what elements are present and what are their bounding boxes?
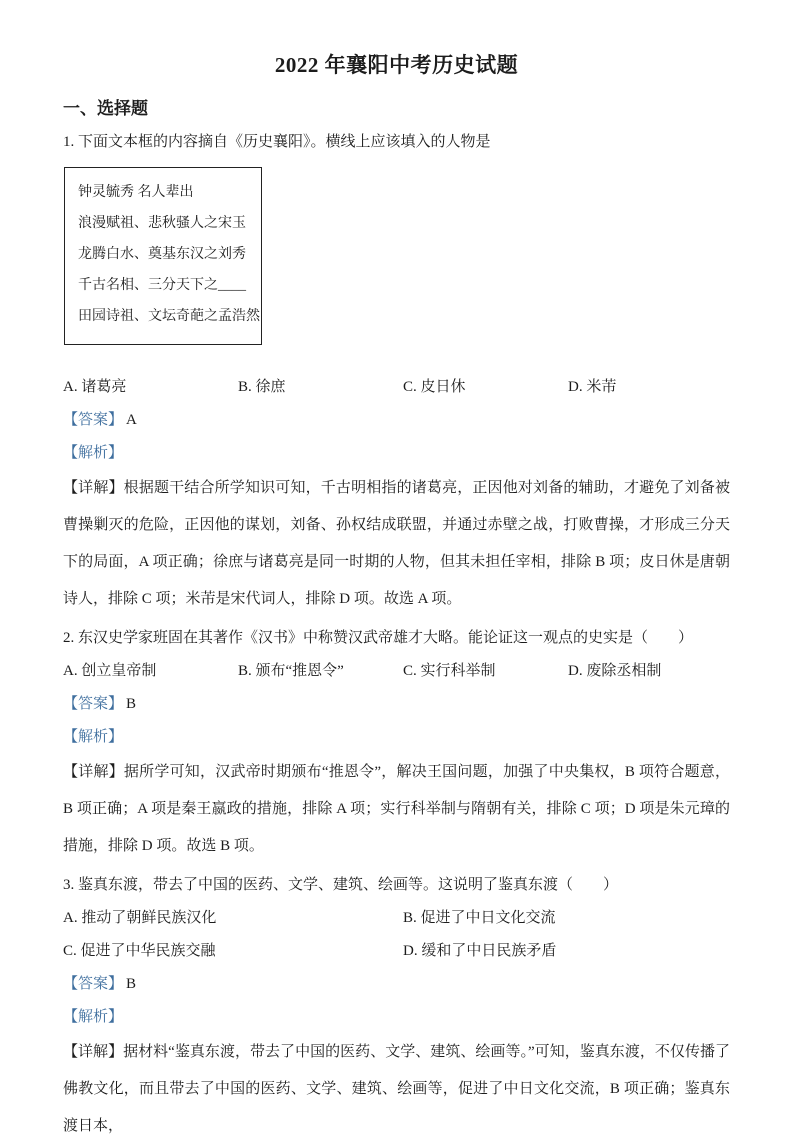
options-row [63,655,730,688]
option-d: D. 米芾 [568,379,617,395]
answer-label: 【答案】 [63,696,124,712]
answer-line [63,968,730,1001]
answer-value: A [126,412,137,428]
option-b: B. 徐庶 [238,379,286,395]
analysis-line [63,1001,730,1034]
document-title: 2022 年襄阳中考历史试题 [274,53,519,77]
analysis-line [63,721,730,754]
options-row [63,371,730,404]
question-stem: 3. 鉴真东渡，带去了中国的医药、文学、建筑、绘画等。这说明了鉴真东渡（ ） [63,877,619,893]
detail-paragraph: 【详解】据材料“鉴真东渡，带去了中国的医药、文学、建筑、绘画等。”可知，鉴真东渡，不仅传播了佛教文化，而且带去了中国的医药、文学、建筑、绘画等，促进了中日文化交流，B 项正确；鉴真东渡日本， [63,1044,730,1134]
analysis-line [63,437,730,470]
option-b: B. 颁布“推恩令” [238,663,344,679]
option-c: C. 皮日休 [403,379,466,395]
option-a: A. 创立皇帝制 [63,663,157,679]
answer-label: 【答案】 [63,412,124,428]
option-d: D. 废除丞相制 [568,663,662,679]
option-a: A. 诸葛亮 [63,379,127,395]
textbox-line: 龙腾白水、奠基东汉之刘秀 [78,247,246,262]
answer-label: 【答案】 [63,976,124,992]
analysis-label: 【解析】 [63,1009,124,1025]
option-b: B. 促进了中日文化交流 [403,910,556,926]
detail-paragraph: 【详解】据所学可知，汉武帝时期颁布“推恩令”，解决王国问题，加强了中央集权，B 项符合题意，B 项正确；A 项是秦王嬴政的措施，排除 A 项；实行科举制与隋朝有关，排除 C 项；D 项是朱元璋的措施，排除 D 项。故选 B 项。 [63,764,730,854]
section-heading: 一、选择题 [63,99,148,118]
option-d: D. 缓和了中日民族矛盾 [403,943,557,959]
question-block-1 [63,126,730,618]
option-c: C. 实行科举制 [403,663,496,679]
question-textbox [64,167,262,345]
answer-value: B [126,696,137,712]
textbox-line: 钟灵毓秀 名人辈出 [78,185,194,200]
answer-line [63,404,730,437]
analysis-label: 【解析】 [63,445,124,461]
question-block-2 [63,622,730,865]
textbox-line: 田园诗祖、文坛奇葩之孟浩然 [78,309,260,324]
analysis-label: 【解析】 [63,729,124,745]
question-block-3 [63,869,730,1145]
answer-line [63,688,730,721]
question-stem: 2. 东汉史学家班固在其著作《汉书》中称赞汉武帝雄才大略。能论证这一观点的史实是（ ） [63,630,694,646]
question-stem: 1. 下面文本框的内容摘自《历史襄阳》。横线上应该填入的人物是 [63,134,491,150]
option-a: A. 推动了朝鲜民族汉化 [63,910,217,926]
option-c: C. 促进了中华民族交融 [63,943,216,959]
textbox-line: 浪漫赋祖、悲秋骚人之宋玉 [78,216,246,231]
options-grid [63,902,730,968]
textbox-line: 千古名相、三分天下之____ [78,278,246,293]
detail-paragraph: 【详解】根据题干结合所学知识可知，千古明相指的诸葛亮，正因他对刘备的辅助，才避免了刘备被曹操剿灭的危险，正因他的谋划，刘备、孙权结成联盟，并通过赤壁之战，打败曹操，才形成三分天下的局面，A 项正确；徐庶与诸葛亮是同一时期的人物，但其未担任宰相，排除 B 项；皮日休是唐朝诗人，排除 C 项；米芾是宋代词人，排除 D 项。故选 A 项。 [63,480,730,607]
answer-value: B [126,976,137,992]
